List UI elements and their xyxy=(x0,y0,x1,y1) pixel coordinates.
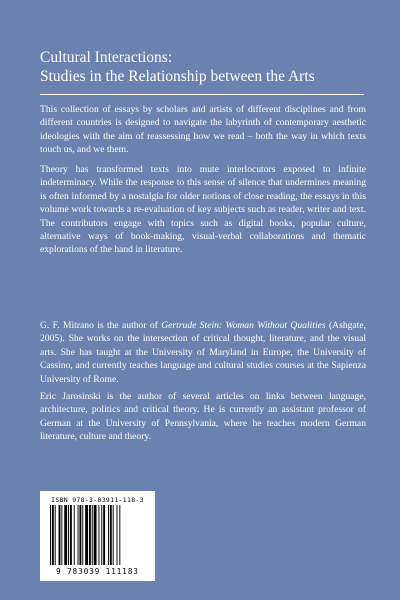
barcode-bar xyxy=(89,505,91,565)
barcode xyxy=(40,491,155,581)
bio-text-start: G. F. Mitrano is the author of xyxy=(40,320,162,331)
blurb-paragraph-2: Theory has transformed texts into mute interlocutors exposed to infinite indeterminacy. While the response to this sense of silence that undermines meaning is often informed by a nostalgia for older notions of close reading, the essays in this volume work towards a re-evaluation of key subjects such as reader, writer and text. The contributors engage with topics such as digital books, popular culture, alternative ways of book-making, visual-verbal collaborations and thematic explorations of the hand in literature. xyxy=(40,164,366,256)
title-line-1: Cultural Interactions: xyxy=(40,49,173,66)
barcode-bar xyxy=(55,505,56,565)
barcode-bar xyxy=(59,505,61,565)
barcode-digits: 9 783039 111183 xyxy=(56,567,139,576)
barcode-bar xyxy=(92,505,93,565)
barcode-bar xyxy=(103,505,105,565)
barcode-bar xyxy=(61,505,62,565)
barcode-bar xyxy=(110,505,112,565)
barcode-bar xyxy=(70,505,72,565)
barcode-bar xyxy=(113,505,114,565)
barcode-bar xyxy=(50,505,51,565)
blurb-paragraph-1: This collection of essays by scholars and artists of different disciplines and from different countries is designed to navigate the labyrinth of contemporary aesthetic ideologies with the aim of reassessing how we read – both the way in which texts touch us, and we them. xyxy=(40,104,366,156)
book-title-italic: Gertrude Stein: Woman Without Qualities xyxy=(161,320,326,331)
author-bio-jarosinski: Eric Jarosinski is the author of several articles on links between language, architecture, politics and critical theory. He is currently an assistant professor of German at the University of Pennsylvania, where he teaches modern German literature, culture and theory. xyxy=(40,391,366,443)
barcode-bar xyxy=(101,505,102,565)
title-line-2: Studies in the Relationship between the Arts xyxy=(40,68,315,85)
barcode-bar xyxy=(117,505,118,565)
barcode-bar xyxy=(64,505,67,565)
barcode-bar xyxy=(98,505,99,565)
barcode-bar xyxy=(52,505,54,565)
barcode-bar xyxy=(68,505,69,565)
barcode-bar xyxy=(74,505,75,565)
barcode-bars xyxy=(50,505,145,565)
barcode-bar xyxy=(79,505,81,565)
barcode-bar xyxy=(85,505,88,565)
book-title xyxy=(40,48,370,86)
barcode-bar xyxy=(94,505,97,565)
title-divider xyxy=(40,94,364,95)
barcode-bar xyxy=(78,505,79,565)
author-bio-mitrano xyxy=(40,319,366,386)
barcode-bar xyxy=(108,505,109,565)
bio-text-end: (Ashgate, 2005). She works on the intersection of critical thought, literature, and the visual arts. She has taught at the University of Maryland in Europe, the University of Cassino, and currently teaches language and cultural studies courses at the Sapienza University of Rome. xyxy=(40,320,366,385)
isbn-label: ISBN 978-3-03911-118-3 xyxy=(51,496,144,504)
barcode-bar xyxy=(82,505,83,565)
barcode-bar xyxy=(119,505,120,565)
